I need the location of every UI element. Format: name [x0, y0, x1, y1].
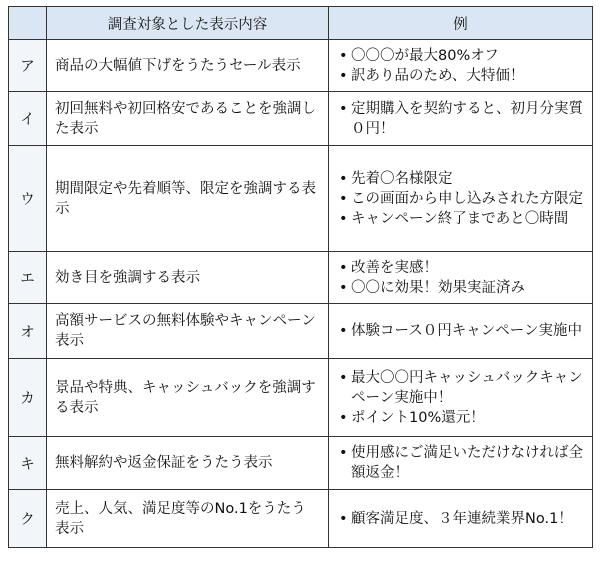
table-row: [9, 490, 593, 548]
row-examples: [329, 437, 593, 490]
example-text: 体験コース０円キャンペーン実施中: [351, 323, 582, 339]
row-content: 効き目を強調する表示: [47, 252, 329, 304]
example-item: [339, 46, 586, 66]
row-examples: [329, 252, 593, 304]
row-content: 高額サービスの無料体験やキャンペーン表示: [47, 304, 329, 359]
example-list: [339, 509, 586, 529]
example-list: [339, 443, 586, 483]
row-content: 景品や特典、キャッシュバックを強調する表示: [47, 359, 329, 437]
row-examples: [329, 304, 593, 359]
row-content: 商品の大幅値下げをうたうセール表示: [47, 40, 329, 92]
bullet-icon: •: [339, 409, 348, 426]
example-item: [339, 189, 586, 209]
example-item: [339, 509, 586, 529]
example-item: [339, 278, 586, 298]
row-key: オ: [9, 304, 47, 359]
row-key: ウ: [9, 146, 47, 252]
example-text: 〇〇〇が最大80%オフ: [351, 47, 499, 64]
header-example-cell: 例: [329, 7, 593, 40]
bullet-icon: •: [339, 259, 348, 276]
bullet-icon: •: [339, 445, 348, 461]
bullet-icon: •: [339, 279, 348, 296]
example-text: 訳あり品のため、大特価！: [351, 67, 525, 84]
row-content: 期間限定や先着順等、限定を強調する表示: [47, 146, 329, 252]
bullet-icon: •: [339, 210, 348, 227]
example-list: [339, 169, 586, 229]
example-item: [339, 443, 586, 483]
example-list: [339, 368, 586, 428]
example-text: キャンペーン終了まであと〇時間: [351, 210, 569, 227]
example-item: [339, 99, 586, 139]
row-key: カ: [9, 359, 47, 437]
row-key: キ: [9, 437, 47, 490]
table-row: [9, 437, 593, 490]
table-row: [9, 304, 593, 359]
example-item: [339, 321, 586, 341]
bullet-icon: •: [339, 170, 348, 187]
bullet-icon: •: [339, 67, 348, 84]
example-text: 〇〇に効果！効果実証済み: [351, 279, 525, 296]
example-text: 先着〇名様限定: [351, 170, 453, 187]
example-item: [339, 408, 586, 428]
row-content: 初回無料や初回格安であることを強調した表示: [47, 92, 329, 146]
bullet-icon: •: [339, 100, 348, 117]
example-text: 使用感にご満足いただけなければ全額返金！: [351, 445, 583, 481]
row-key: ク: [9, 490, 47, 548]
bullet-icon: •: [339, 369, 348, 386]
example-item: [339, 169, 586, 189]
example-text: 改善を実感！: [351, 259, 438, 276]
example-list: [339, 258, 586, 298]
row-content: 無料解約や返金保証をうたう表示: [47, 437, 329, 490]
row-examples: [329, 92, 593, 146]
bullet-icon: •: [339, 190, 348, 207]
row-examples: [329, 146, 593, 252]
example-text: 顧客満足度、３年連続業界No.1！: [351, 510, 573, 527]
example-list: [339, 99, 586, 139]
header-content-cell: 調査対象とした表示内容: [47, 7, 329, 40]
table-row: [9, 146, 593, 252]
example-item: [339, 209, 586, 229]
example-text: 最大〇〇円キャッシュバックキャンペーン実施中！: [351, 369, 583, 406]
survey-table: [8, 6, 593, 548]
example-text: この画面から申し込みされた方限定: [351, 190, 583, 207]
header-key-cell: [9, 7, 47, 40]
bullet-icon: •: [339, 323, 348, 339]
table-row: [9, 92, 593, 146]
row-key: ア: [9, 40, 47, 92]
table-row: [9, 40, 593, 92]
row-content: 売上、人気、満足度等のNo.1をうたう表示: [47, 490, 329, 548]
header-row: [9, 7, 593, 40]
bullet-icon: •: [339, 510, 348, 527]
table-row: [9, 359, 593, 437]
bullet-icon: •: [339, 47, 348, 64]
row-key: イ: [9, 92, 47, 146]
example-list: [339, 46, 586, 86]
example-text: 定期購入を契約すると、初月分実質０円！: [351, 100, 583, 137]
example-text: ポイント10%還元！: [351, 409, 485, 426]
row-examples: [329, 359, 593, 437]
row-examples: [329, 490, 593, 548]
example-item: [339, 258, 586, 278]
example-item: [339, 66, 586, 86]
example-item: [339, 368, 586, 408]
table-row: [9, 252, 593, 304]
row-key: エ: [9, 252, 47, 304]
example-list: [339, 321, 586, 341]
row-examples: [329, 40, 593, 92]
